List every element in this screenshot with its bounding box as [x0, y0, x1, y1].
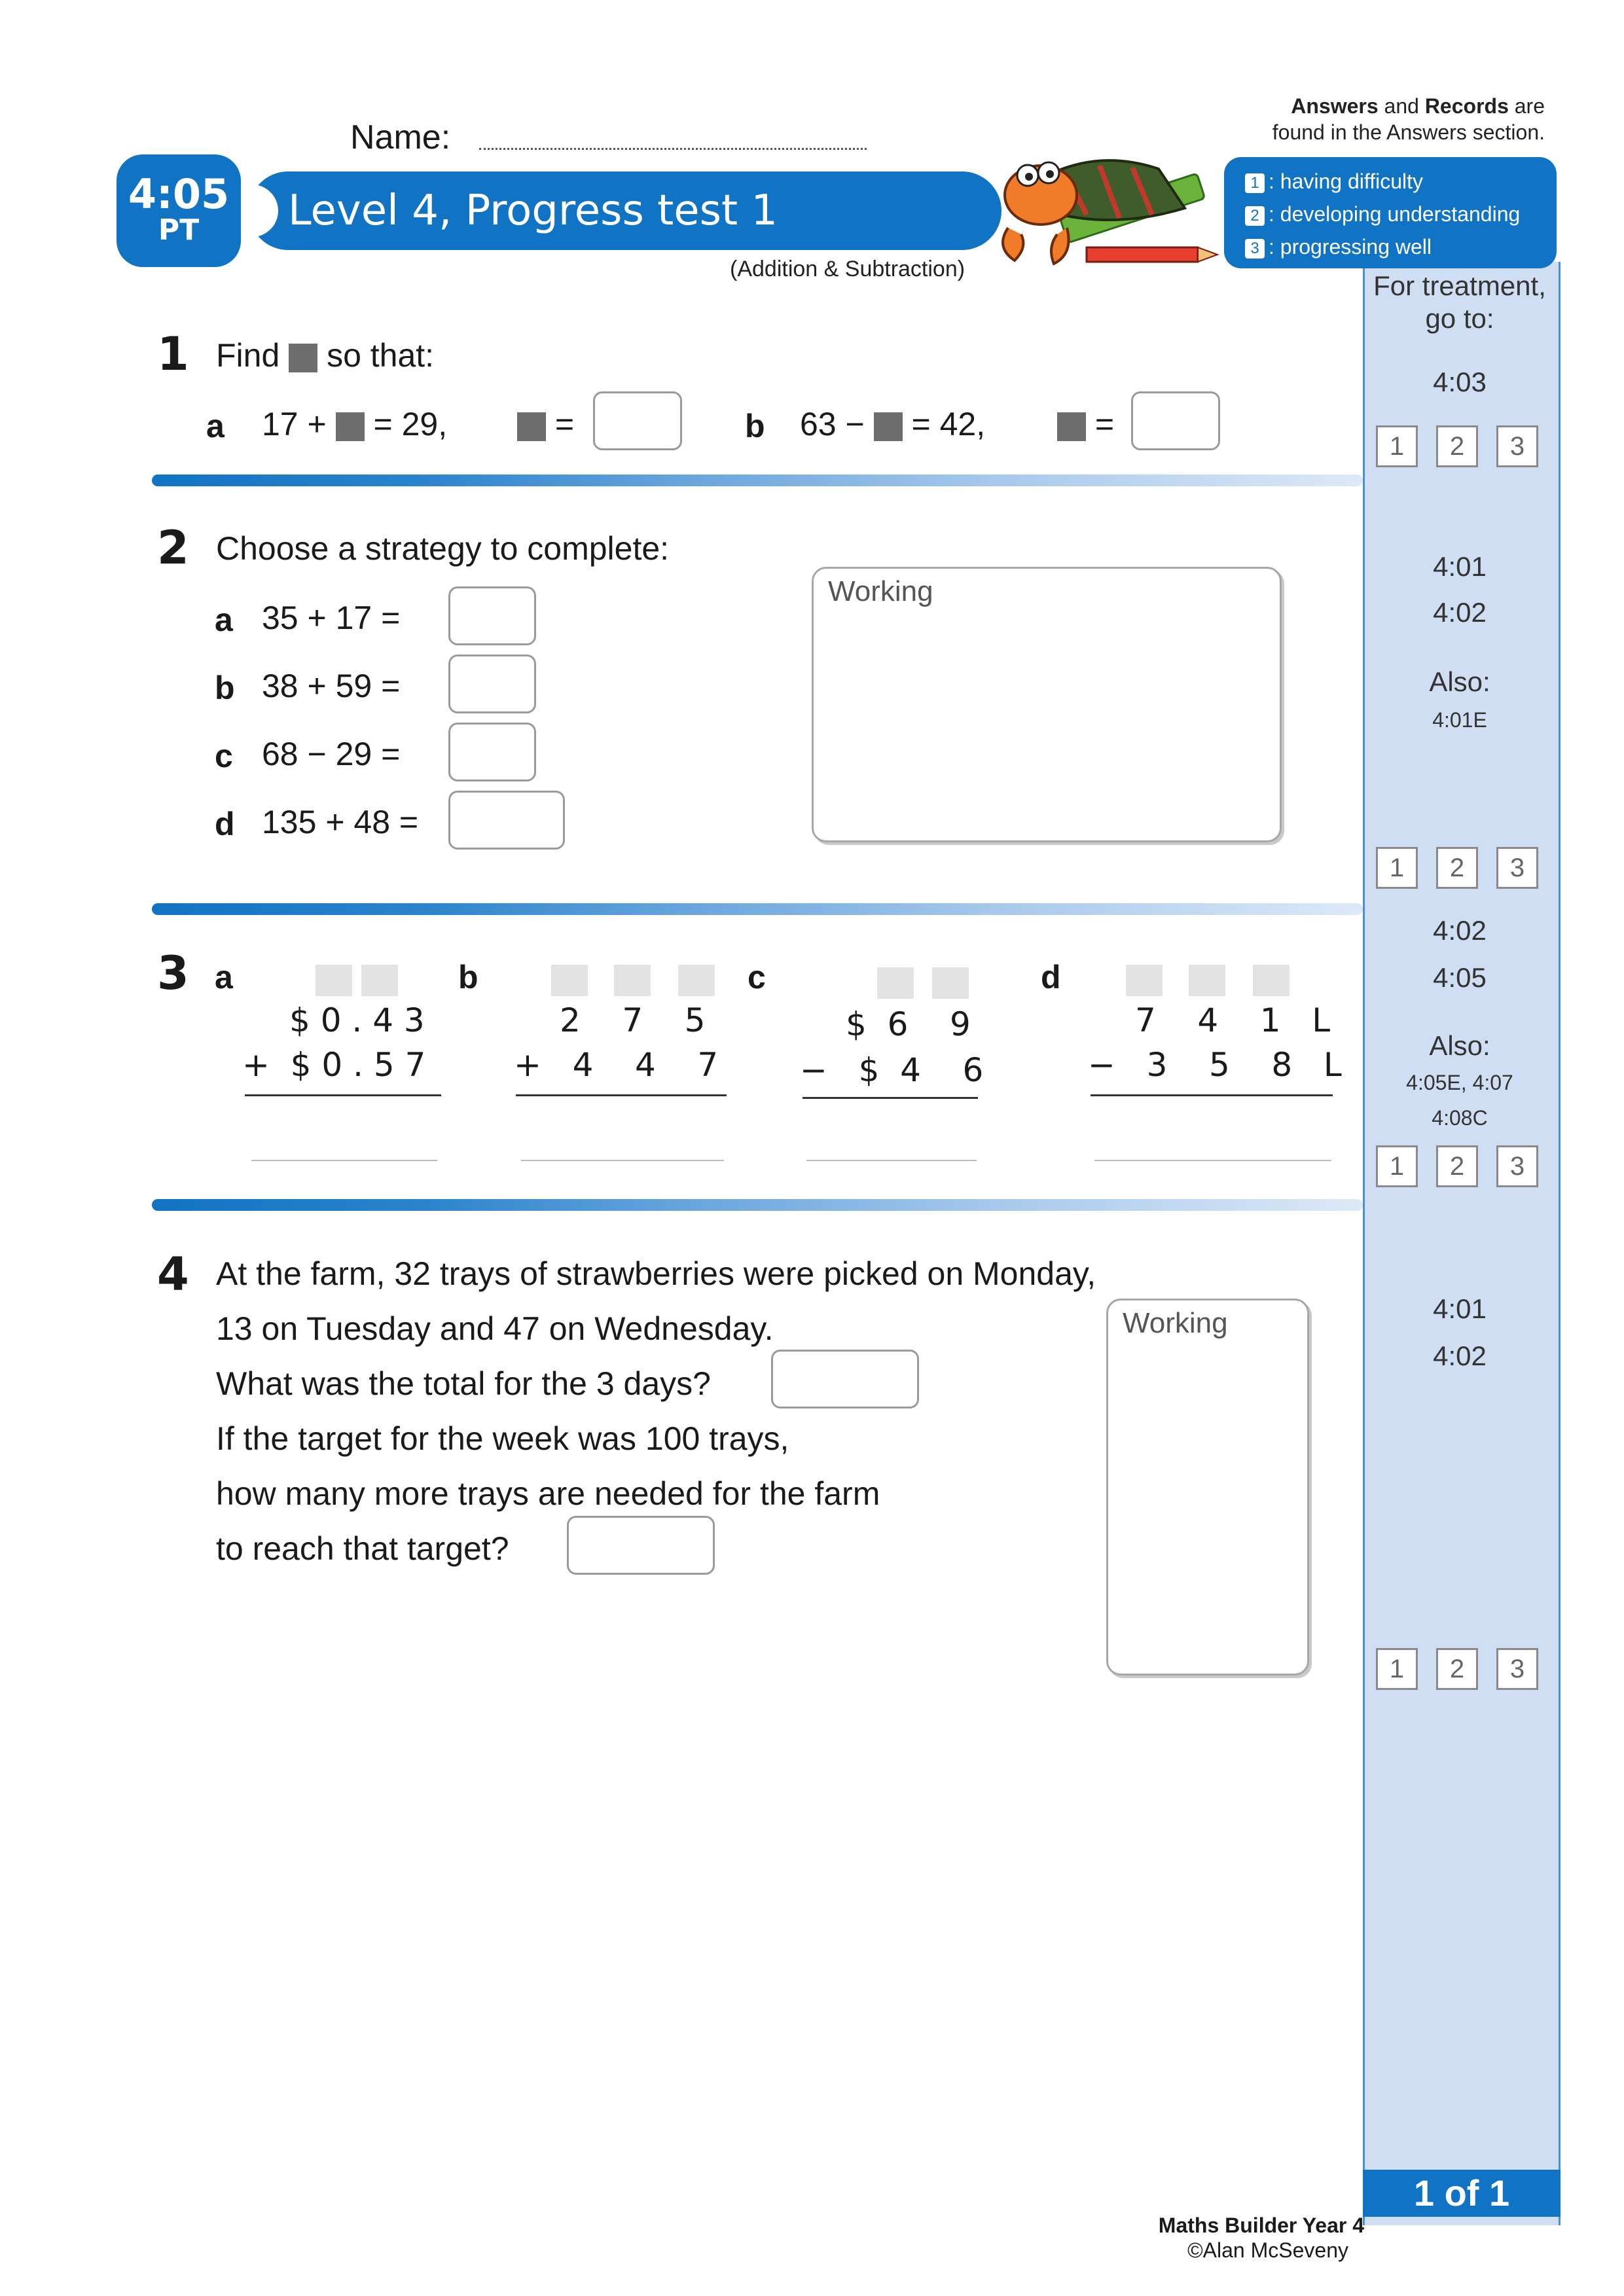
q1a-label: a [206, 408, 225, 444]
q1-record-2[interactable]: 2 [1436, 425, 1478, 467]
q1-prompt-find: Find [216, 337, 280, 374]
q3-record-3[interactable]: 3 [1496, 1145, 1538, 1187]
q3-also-ref-1: 4:05E, 4:07 [1406, 1071, 1513, 1094]
q1a-equation [262, 404, 447, 444]
q1-prompt-so-that: so that: [327, 337, 435, 374]
q4-line-2: 13 on Tuesday and 47 on Wednesday. [216, 1310, 774, 1347]
q2b-label: b [215, 670, 235, 706]
q2-treatment-ref-2: 4:02 [1433, 597, 1487, 628]
q3c-borrow-box-1[interactable] [877, 967, 914, 999]
legend-item-1 [1245, 165, 1557, 198]
test-code: 4:05 [128, 170, 230, 218]
q1-record-3[interactable]: 3 [1496, 425, 1538, 467]
q3d-row2: − 3 5 8 L [1088, 1046, 1342, 1084]
q2d-expression: 135 + 48 = [262, 804, 419, 840]
q2c-label: c [215, 738, 233, 774]
q2c-answer-box[interactable] [448, 723, 536, 781]
q3d-row1: 7 4 1 L [1135, 1001, 1331, 1039]
legend-num-1: 1 [1245, 173, 1265, 193]
unknown-square-icon [874, 412, 903, 441]
q1-record-1[interactable]: 1 [1376, 425, 1418, 467]
q3-also-label: Also: [1429, 1030, 1490, 1061]
q2-record-boxes [1376, 847, 1538, 889]
q4-working-area[interactable] [1106, 1299, 1309, 1676]
q4-treatment-ref-2: 4:02 [1433, 1340, 1487, 1371]
answers-note [1178, 93, 1545, 145]
legend-num-3: 3 [1245, 239, 1265, 259]
legend-text-2: : developing understanding [1269, 202, 1521, 226]
q3b-carry-box-3[interactable] [678, 965, 715, 996]
q2b-answer-box[interactable] [448, 655, 536, 713]
test-code-badge [117, 154, 241, 267]
q1a-answer-row [517, 404, 574, 444]
q1a-equals: = [554, 406, 575, 442]
q4-line-6: to reach that target? [216, 1530, 509, 1567]
question-1-number: 1 [157, 327, 189, 381]
and-word: and [1378, 94, 1425, 118]
q4-record-3[interactable]: 3 [1496, 1648, 1538, 1690]
answers-word: Answers [1291, 94, 1379, 118]
q3-record-1[interactable]: 1 [1376, 1145, 1418, 1187]
q2-working-area[interactable] [812, 567, 1282, 842]
question-4-number: 4 [157, 1247, 189, 1301]
q2-treatment-ref-1: 4:01 [1433, 551, 1487, 582]
q4-line-5: how many more trays are needed for the farm [216, 1475, 880, 1512]
copyright: ©Alan McSeveny [1187, 2238, 1348, 2262]
unknown-square-icon [336, 412, 365, 441]
page-indicator: 1 of 1 [1363, 2170, 1561, 2217]
page-subtitle: (Addition & Subtraction) [730, 257, 965, 281]
q3b-carry-box-1[interactable] [551, 965, 588, 996]
q2a-answer-box[interactable] [448, 586, 536, 645]
question-2-number: 2 [157, 521, 189, 575]
unknown-square-icon [289, 344, 317, 372]
q3c-row2: − $ 4 6 [800, 1051, 984, 1089]
q3c-label: c [748, 959, 766, 996]
are-word: are [1508, 94, 1545, 118]
q1b-equals: = [1094, 406, 1115, 442]
q2-working-label: Working [828, 575, 933, 607]
records-word: Records [1424, 94, 1509, 118]
q3d-borrow-box-1[interactable] [1126, 965, 1163, 996]
q3-treatment-ref-2: 4:05 [1433, 962, 1487, 993]
test-code-suffix: PT [158, 213, 200, 247]
q3c-difference-line [803, 1097, 978, 1099]
name-label: Name: [350, 118, 451, 156]
treatment-heading [1363, 270, 1557, 335]
q2-record-2[interactable]: 2 [1436, 847, 1478, 889]
q1b-label: b [745, 408, 765, 444]
unknown-square-icon [1057, 412, 1086, 441]
question-3-number: 3 [157, 946, 189, 1000]
q1b-equation [800, 404, 985, 444]
q3-record-boxes [1376, 1145, 1538, 1187]
question-1-prompt [216, 336, 434, 375]
q4-record-1[interactable]: 1 [1376, 1648, 1418, 1690]
q1b-left: 63 − [800, 406, 865, 442]
q2d-label: d [215, 806, 235, 842]
q1a-right: = 29, [373, 406, 448, 442]
q3d-difference-line [1091, 1094, 1333, 1096]
section-divider [152, 903, 1363, 915]
q2a-expression: 35 + 17 = [262, 600, 401, 636]
treatment-heading-line2: go to: [1425, 303, 1494, 334]
q4-line-3: What was the total for the 3 days? [216, 1365, 711, 1402]
q3d-borrow-box-2[interactable] [1189, 965, 1225, 996]
q2-also-label: Also: [1429, 666, 1490, 697]
q3-record-2[interactable]: 2 [1436, 1145, 1478, 1187]
q2-record-3[interactable]: 3 [1496, 847, 1538, 889]
legend-num-2: 2 [1245, 206, 1265, 226]
q4-line-4: If the target for the week was 100 trays, [216, 1420, 789, 1457]
q2-record-1[interactable]: 1 [1376, 847, 1418, 889]
q2c-expression: 68 − 29 = [262, 736, 401, 772]
treatment-heading-line1: For treatment, [1373, 270, 1546, 301]
q3b-row2: + 4 4 7 [514, 1046, 719, 1084]
q3-also-ref-2: 4:08C [1432, 1106, 1488, 1130]
legend-text-3: : progressing well [1269, 235, 1432, 259]
q3a-answer-line[interactable] [251, 1160, 437, 1161]
q2-also-ref: 4:01E [1432, 708, 1487, 732]
q1a-answer-box[interactable] [593, 391, 682, 450]
q3b-answer-line[interactable] [521, 1160, 724, 1161]
q2d-answer-box[interactable] [448, 791, 565, 850]
q3a-row2: + $ 0 . 5 7 [242, 1046, 426, 1084]
q3d-borrow-box-3[interactable] [1253, 965, 1290, 996]
q4-line-1: At the farm, 32 trays of strawberries were picked on Monday, [216, 1255, 1096, 1292]
q3a-carry-box-2[interactable] [361, 965, 398, 996]
q3a-carry-box-1[interactable] [316, 965, 352, 996]
q4-more-trays-answer-box[interactable] [567, 1516, 715, 1575]
q4-treatment-ref-1: 4:01 [1433, 1293, 1487, 1324]
q1-treatment-ref: 4:03 [1433, 367, 1487, 397]
section-divider [152, 475, 1363, 486]
q3c-answer-line[interactable] [806, 1160, 977, 1161]
legend-item-3 [1245, 230, 1557, 263]
q3a-row1: $ 0 . 4 3 [289, 1001, 425, 1039]
q1a-left: 17 + [262, 406, 327, 442]
q3a-label: a [215, 959, 233, 996]
q3d-label: d [1041, 959, 1061, 996]
q3b-row1: 2 7 5 [560, 1001, 706, 1039]
q1b-answer-box[interactable] [1131, 391, 1220, 450]
answers-note-line2: found in the Answers section. [1272, 120, 1545, 144]
q3b-sum-line [516, 1094, 727, 1096]
q2b-expression: 38 + 59 = [262, 668, 401, 704]
q1b-answer-row [1057, 404, 1114, 444]
legend-text-1: : having difficulty [1269, 170, 1423, 193]
q4-working-label: Working [1123, 1307, 1228, 1339]
section-divider [152, 1199, 1363, 1211]
q1b-right: = 42, [911, 406, 986, 442]
q3a-sum-line [245, 1094, 441, 1096]
question-2-prompt: Choose a strategy to complete: [216, 530, 670, 567]
q3b-label: b [458, 959, 478, 996]
q4-record-boxes [1376, 1648, 1538, 1690]
crab-mascot-illustration [988, 149, 1224, 280]
q3d-answer-line[interactable] [1094, 1160, 1331, 1161]
q2a-label: a [215, 601, 233, 638]
q3c-borrow-box-2[interactable] [932, 967, 969, 999]
q4-record-2[interactable]: 2 [1436, 1648, 1478, 1690]
q3b-carry-box-2[interactable] [614, 965, 651, 996]
q3c-row1: $ 6 9 [846, 1005, 971, 1043]
legend-item-2 [1245, 198, 1557, 230]
q3-treatment-ref-1: 4:02 [1433, 915, 1487, 946]
book-title: Maths Builder Year 4 [1158, 2214, 1364, 2237]
page-title: Level 4, Progress test 1 [249, 171, 1001, 250]
legend-box [1224, 157, 1557, 268]
q1-record-boxes [1376, 425, 1538, 467]
name-line[interactable] [479, 148, 867, 150]
q4-total-answer-box[interactable] [771, 1350, 919, 1408]
unknown-square-icon [517, 412, 546, 441]
